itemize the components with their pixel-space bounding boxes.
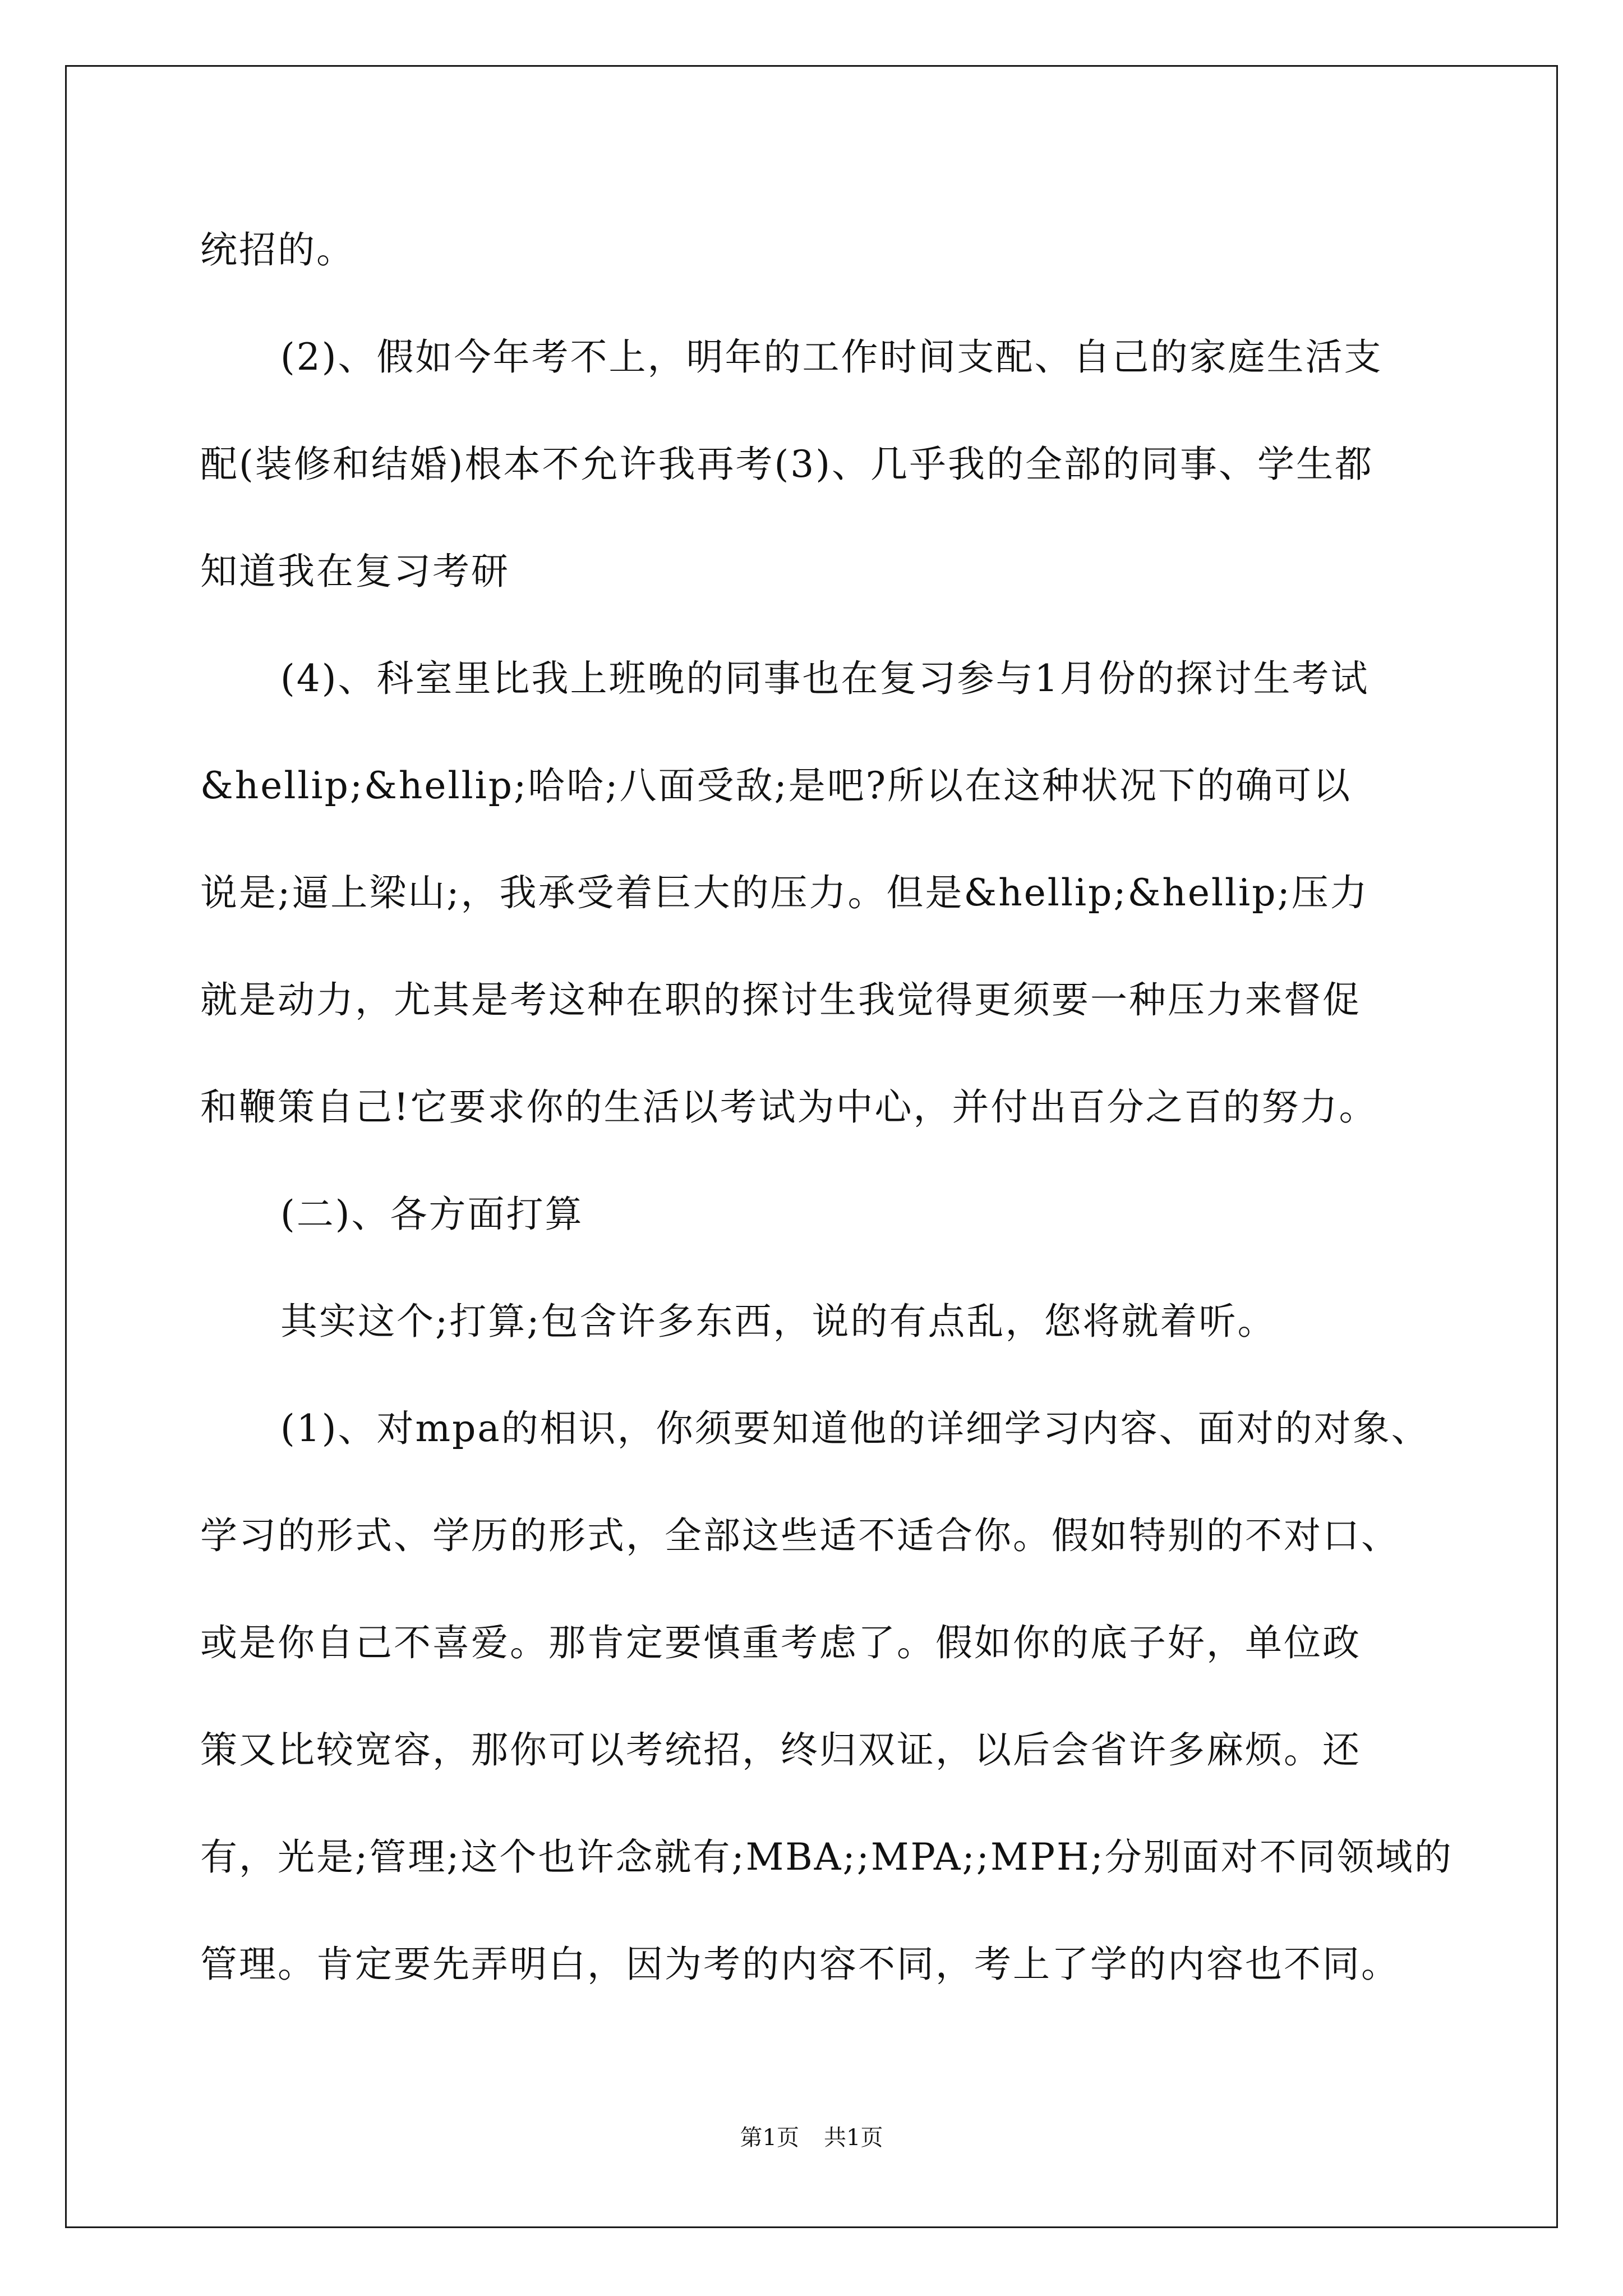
page-number: 第1页: [740, 2125, 799, 2151]
text-line-16: 有，光是;管理;这个也许念就有;MBA;;MPA;;MPH;分别面对不同领域的: [200, 1835, 1453, 1879]
text-line-17: 管理。肯定要先弄明白，因为考的内容不同，考上了学的内容也不同。: [200, 1943, 1400, 1986]
page-footer: [0, 2124, 1623, 2152]
page-total: 共1页: [824, 2125, 883, 2151]
text-line-11: 其实这个;打算;包含许多东西，说的有点乱，您将就着听。: [280, 1300, 1276, 1343]
text-line-6: &hellip;&hellip;哈哈;八面受敌;是吧?所以在这种状况下的确可以: [200, 764, 1352, 807]
text-line-1: 统招的。: [200, 228, 355, 272]
section-heading: (二)、各方面打算: [280, 1193, 584, 1236]
document-body: [200, 196, 1453, 2018]
text-line-7: 说是;逼上梁山;，我承受着巨大的压力。但是&hellip;&hellip;压力: [200, 871, 1369, 914]
text-line-13: 学习的形式、学历的形式，全部这些适不适合你。假如特别的不对口、: [200, 1514, 1400, 1557]
text-line-9: 和鞭策自己!它要求你的生活以考试为中心，并付出百分之百的努力。: [200, 1085, 1378, 1129]
text-line-3: 配(装修和结婚)根本不允许我再考(3)、几乎我的全部的同事、学生都: [200, 443, 1373, 486]
text-line-12: (1)、对mpa的相识，你须要知道他的详细学习内容、面对的对象、: [280, 1407, 1430, 1450]
text-line-15: 策又比较宽容，那你可以考统招，终归双证，以后会省许多麻烦。还: [200, 1728, 1361, 1772]
text-line-4: 知道我在复习考研: [200, 550, 510, 593]
text-line-8: 就是动力，尤其是考这种在职的探讨生我觉得更须要一种压力来督促: [200, 978, 1361, 1022]
text-line-14: 或是你自己不喜爱。那肯定要慎重考虑了。假如你的底子好，单位政: [200, 1621, 1361, 1664]
text-line-5: (4)、科室里比我上班晚的同事也在复习参与1月份的探讨生考试: [280, 657, 1370, 700]
text-line-2: (2)、假如今年考不上，明年的工作时间支配、自己的家庭生活支: [280, 335, 1383, 379]
